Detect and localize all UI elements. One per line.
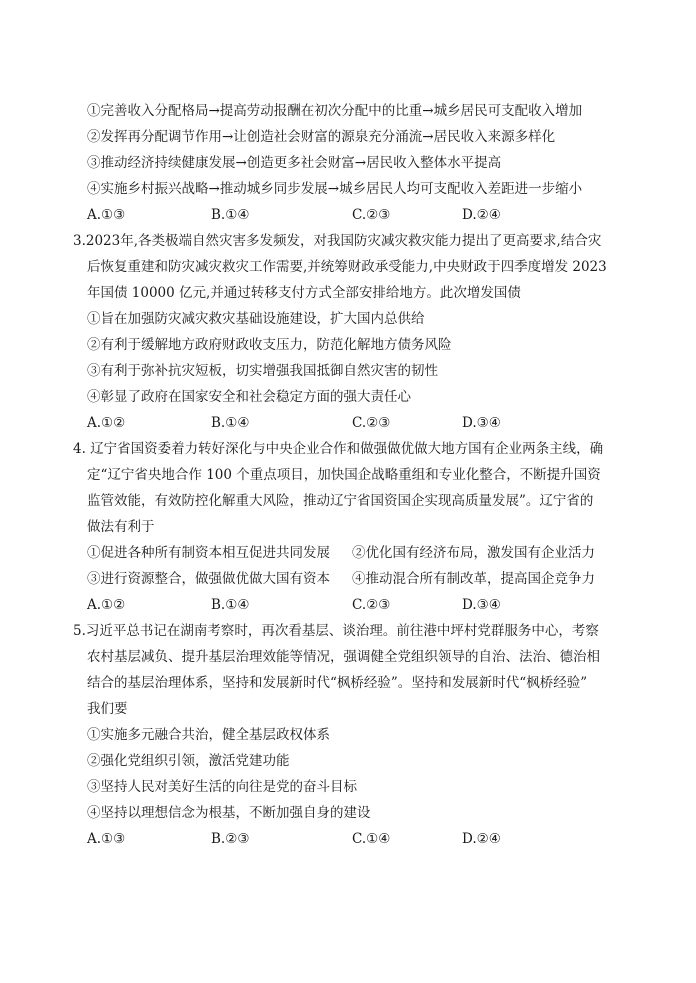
q3-stem-line-3: 年国债 10000 亿元,并通过转移支付方式全部安排给地方。此次增发国债 (87, 285, 521, 301)
q3-option-b: B.①④ (211, 415, 250, 431)
q5-stem-line-2: 农村基层减负、提升基层治理效能等情况，强调健全党组织领导的自治、法治、德治相 (87, 649, 600, 665)
q3-item-1: ①旨在加强防灾减灾救灾基础设施建设，扩大国内总供给 (87, 311, 425, 327)
q3-item-4: ④彰显了政府在国家安全和社会稳定方面的强大责任心 (87, 389, 411, 405)
q4-stem-line-3: 监管效能，有效防控化解重大风险，推动辽宁省国资国企实现高质量发展”。辽宁省的 (87, 493, 594, 509)
q4-item-4: ④推动混合所有制改革，提高国企竞争力 (352, 571, 595, 587)
q3-option-d: D.③④ (462, 415, 501, 431)
q3-option-c: C.②③ (352, 415, 391, 431)
q2-option-a: A.①③ (87, 207, 126, 223)
q5-option-d: D.②④ (462, 831, 501, 847)
q4-option-d: D.③④ (462, 597, 501, 613)
q5-option-c: C.①④ (352, 831, 391, 847)
q5-stem-line-4: 我们要 (87, 701, 128, 717)
q5-option-a: A.①③ (87, 831, 126, 847)
q5-stem-line-3: 结合的基层治理体系，坚持和发展新时代“枫桥经验”。坚持和发展新时代“枫桥经验” (87, 675, 588, 691)
q4-item-1: ①促进各种所有制资本相互促进共同发展 (87, 545, 330, 561)
q5-item-4: ④坚持以理想信念为根基，不断加强自身的建设 (87, 805, 371, 821)
q4-option-a: A.①② (87, 597, 126, 613)
q5-item-3: ③坚持人民对美好生活的向往是党的奋斗目标 (87, 779, 357, 795)
q2-item-3: ③推动经济持续健康发展→创造更多社会财富→居民收入整体水平提高 (87, 155, 502, 171)
q2-item-1: ①完善收入分配格局→提高劳动报酬在初次分配中的比重→城乡居民可支配收入增加 (87, 103, 583, 119)
q4-item-3: ③进行资源整合，做强做优做大国有资本 (87, 571, 330, 587)
q3-stem-line-2: 后恢复重建和防灾减灾救灾工作需要,并统筹财政承受能力,中央财政于四季度增发 2023 (87, 259, 607, 275)
q3-item-2: ②有利于缓解地方政府财政收支压力，防范化解地方债务风险 (87, 337, 452, 353)
q4-item-2: ②优化国有经济布局，激发国有企业活力 (352, 545, 595, 561)
q5-stem-line-1: 5.习近平总书记在湖南考察时，再次看基层、谈治理。前往港中坪村党群服务中心，考察 (73, 623, 599, 639)
q4-stem-line-2: 定“辽宁省央地合作 100 个重点项目，加快国企战略重组和专业化整合，不断提升国资 (87, 467, 601, 483)
q3-item-3: ③有利于弥补抗灾短板，切实增强我国抵御自然灾害的韧性 (87, 363, 438, 379)
q4-option-c: C.②③ (352, 597, 391, 613)
q5-item-2: ②强化党组织引领，激活党建功能 (87, 753, 290, 769)
q5-option-b: B.②③ (211, 831, 250, 847)
q5-item-1: ①实施多元融合共治，健全基层政权体系 (87, 727, 330, 743)
q4-stem-line-1: 4. 辽宁省国资委着力转好深化与中央企业合作和做强做优做大地方国有企业两条主线，确 (73, 441, 604, 457)
q4-option-b: B.①④ (211, 597, 250, 613)
q2-item-4: ④实施乡村振兴战略→推动城乡同步发展→城乡居民人均可支配收入差距进一步缩小 (87, 181, 583, 197)
q4-stem-line-4: 做法有利于 (87, 519, 155, 535)
q3-stem-line-1: 3.2023年,各类极端自然灾害多发频发，对我国防灾减灾救灾能力提出了更高要求,结合灾 (73, 233, 602, 249)
q2-item-2: ②发挥再分配调节作用→让创造社会财富的源泉充分涌流→居民收入来源多样化 (87, 129, 556, 145)
q2-option-c: C.②③ (352, 207, 391, 223)
q3-option-a: A.①② (87, 415, 126, 431)
q2-option-d: D.②④ (462, 207, 501, 223)
q2-option-b: B.①④ (211, 207, 250, 223)
